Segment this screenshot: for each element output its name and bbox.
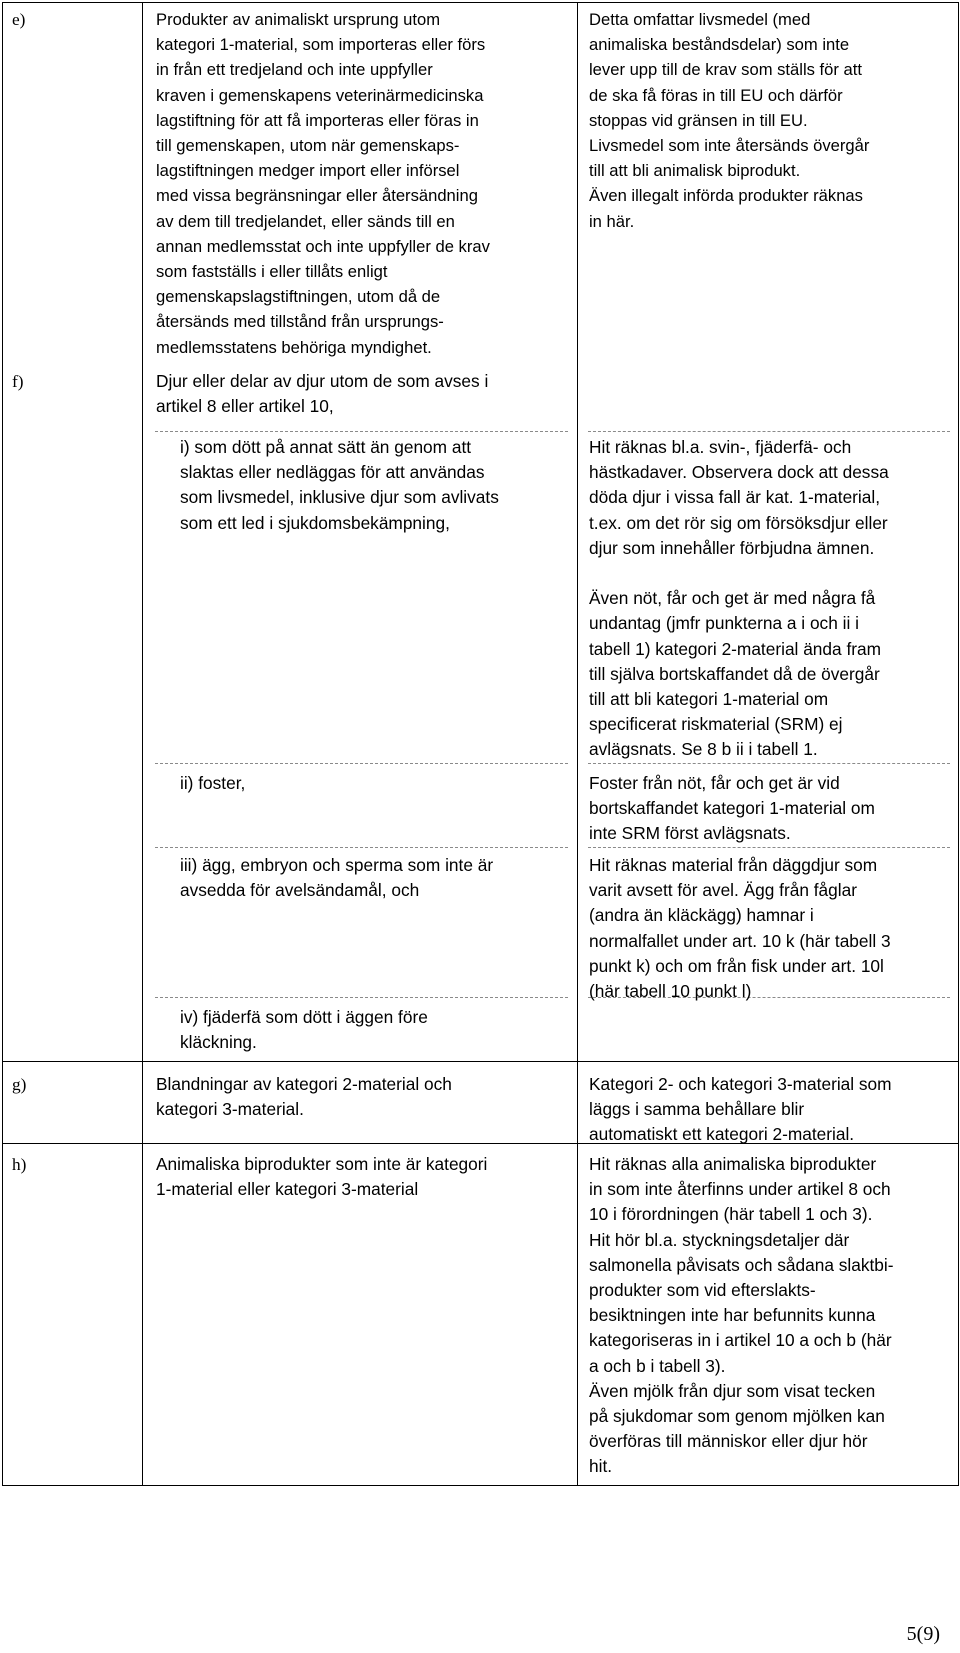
subrow-separator — [588, 847, 950, 848]
row-f-subitem-iii-comment: Hit räknas material från däggdjur som varit avsett för avel. Ägg från fåglar (andra än kläckägg) hamnar i normalfallet under art. 10 k (här tabell 3 punkt k) och om från fisk under art. 10l (här tabell 10 punkt l) — [589, 855, 891, 1002]
column-divider-1 — [142, 2, 143, 1486]
row-letter-f: f) — [12, 372, 24, 391]
row-letter-e: e) — [12, 10, 26, 29]
row-h-comment: Hit räknas alla animaliska biprodukter in som inte återfinns under artikel 8 och 10 i förordningen (här tabell 1 och 3). Hit hör bl.a. styckningsdetaljer där salmonella påvisats och sådana slaktbi- produkter som vid efterslakts- besiktningen inte har befunnits kunna kategoriseras in i artikel 10 a och b (här a och b i tabell 3). Även mjölk från djur som visat tecken på sjukdomar som genom mjölken kan överföras till människor eller djur hör hit. — [589, 1154, 894, 1477]
subrow-separator — [155, 431, 568, 432]
table-left-border — [2, 2, 3, 1486]
row-f-subitem-ii: ii) foster, — [180, 773, 246, 793]
row-e-comment: Detta omfattar livsmedel (med animaliska beståndsdelar) som inte lever upp till de krav som ställs för att de ska få föras in till EU och därför stoppas vid gränsen in till EU. Livsmedel som inte återsänds övergår till att bli animalisk biprodukt. Även illegalt införda produkter räknas in här. — [589, 10, 870, 231]
table-top-border — [2, 2, 959, 3]
page-number: 5(9) — [906, 1623, 940, 1645]
row-g-text: Blandningar av kategori 2-material och kategori 3-material. — [156, 1074, 452, 1120]
subrow-separator — [155, 847, 568, 848]
subrow-separator — [588, 431, 950, 432]
column-divider-2 — [577, 2, 578, 1486]
row-f-subitem-i-comment: Hit räknas bl.a. svin-, fjäderfä- och hästkadaver. Observera dock att dessa döda djur i vissa fall är kat. 1-material, t.ex. om det rör sig om försöksdjur eller djur som innehåller förbjudna ämnen. Även nöt, får och get är med några få undantag (jmfr punkterna a i och ii i tabell 1) kategori 2-material ända fram till själva bortskaffandet då de övergår till att bli kategori 1-material om specificerat riskmaterial (SRM) ej avlägsnats. Se 8 b ii i tabell 1. — [589, 437, 889, 760]
row-f-subitem-ii-comment: Foster från nöt, får och get är vid bortskaffandet kategori 1-material om inte SRM först avlägsnats. — [589, 773, 875, 844]
table-bottom-border — [2, 1485, 959, 1486]
row-g-comment: Kategori 2- och kategori 3-material som läggs i samma behållare blir automatiskt ett kategori 2-material. — [589, 1074, 892, 1145]
subrow-separator — [588, 763, 950, 764]
row-f-subitem-iv: iv) fjäderfä som dött i äggen före kläckning. — [180, 1007, 428, 1053]
row-letter-g: g) — [12, 1075, 27, 1094]
row-divider-g — [2, 1061, 959, 1062]
subrow-separator — [155, 997, 568, 998]
row-f-text: Djur eller delar av djur utom de som avses i artikel 8 eller artikel 10, — [156, 371, 489, 417]
row-letter-h: h) — [12, 1155, 27, 1174]
row-e-text: Produkter av animaliskt ursprung utom kategori 1-material, som importeras eller förs in från ett tredjeland och inte uppfyller kraven i gemenskapens veterinärmedicinska lagstiftning för att få importeras eller föras in till gemenskapen, utom när gemenskaps- lagstiftningen medger import eller införsel med vissa begränsningar eller återsändning av dem till tredjelandet, eller sänds till en annan medlemsstat och inte uppfyller de krav som fastställs i eller tillåts enligt gemenskapslagstiftningen, utom då de återsänds med tillstånd från ursprungs- medlemsstatens behöriga myndighet. — [156, 10, 490, 357]
row-f-subitem-i: i) som dött på annat sätt än genom att slaktas eller nedläggas för att användas som livsmedel, inklusive djur som avlivats som ett led i sjukdomsbekämpning, — [180, 437, 499, 533]
row-h-text: Animaliska biprodukter som inte är kategori 1-material eller kategori 3-material — [156, 1154, 488, 1200]
row-f-subitem-iii: iii) ägg, embryon och sperma som inte är avsedda för avelsändamål, och — [180, 855, 494, 901]
table-right-border — [958, 2, 959, 1486]
subrow-separator — [155, 763, 568, 764]
